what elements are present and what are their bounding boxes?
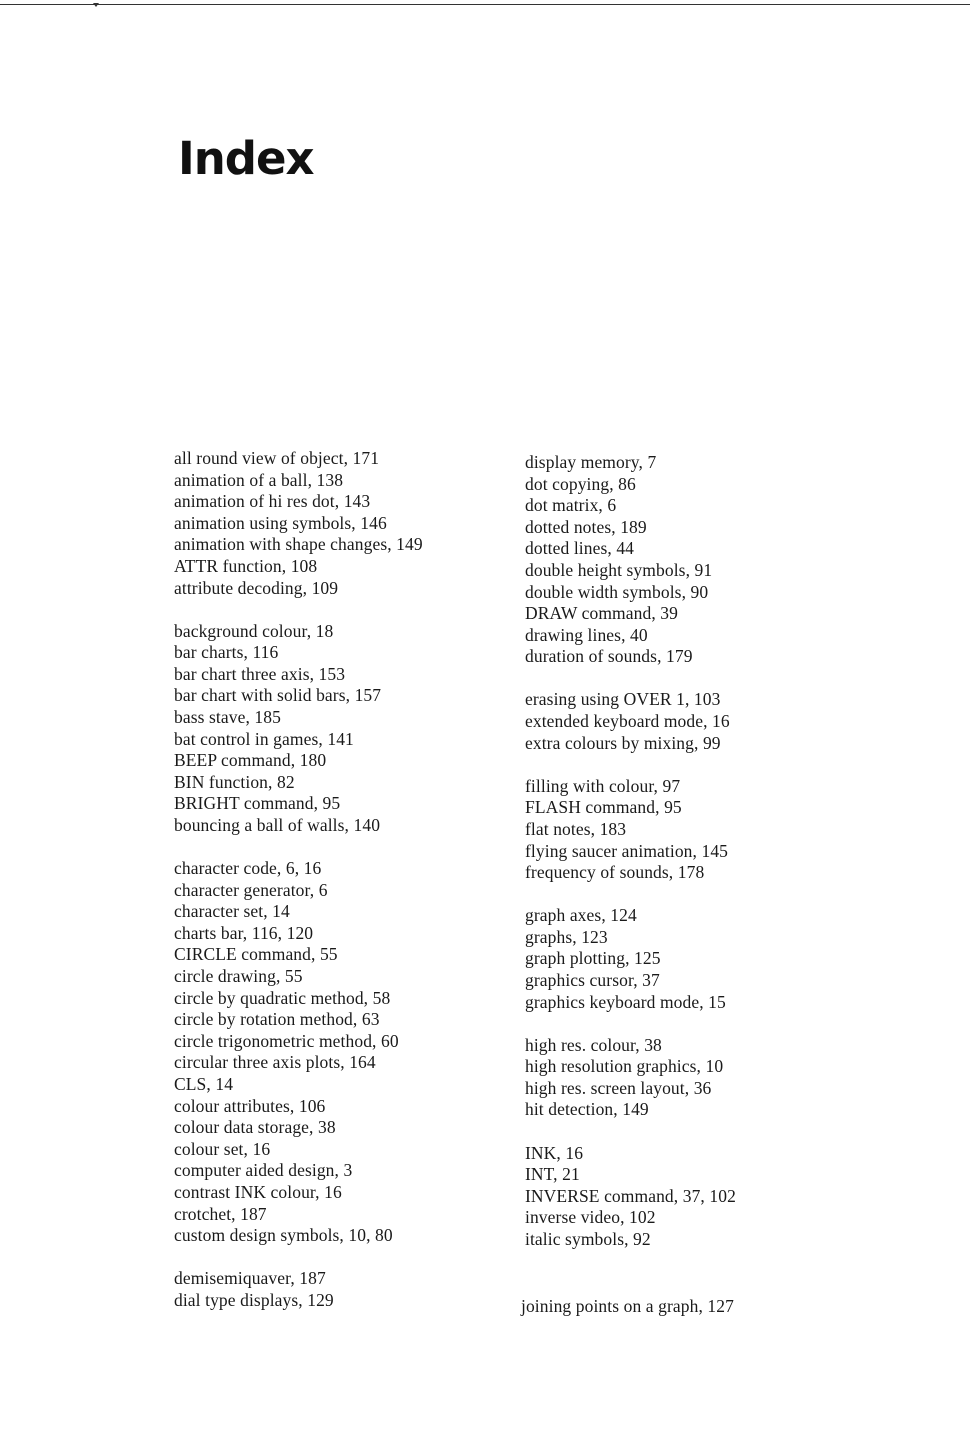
index-right-column [525, 452, 855, 1251]
index-group [521, 1296, 851, 1318]
page-title: Index [178, 132, 314, 185]
index-entry: custom design symbols, 10, 80 [174, 1225, 393, 1246]
index-entry: animation with shape changes, 149 [174, 534, 423, 555]
index-entry: INVERSE command, 37, 102 [525, 1185, 736, 1206]
index-group [174, 448, 504, 599]
index-entry: double height symbols, 91 [525, 559, 713, 580]
index-entry: graph plotting, 125 [525, 948, 661, 969]
index-entry: italic symbols, 92 [525, 1228, 651, 1249]
index-entry: high res. screen layout, 36 [525, 1077, 712, 1098]
index-entry: circular three axis plots, 164 [174, 1052, 376, 1073]
index-group [174, 1268, 504, 1311]
index-group [525, 905, 855, 1013]
index-entry: all round view of object, 171 [174, 448, 380, 468]
index-entry: character set, 14 [174, 901, 290, 922]
index-entry: animation of a ball, 138 [174, 469, 344, 490]
index-group [525, 776, 855, 884]
index-entry: BIN function, 82 [174, 771, 295, 792]
index-entry: dotted lines, 44 [525, 538, 635, 559]
index-entry: CLS, 14 [174, 1074, 234, 1095]
index-entry: duration of sounds, 179 [525, 646, 693, 667]
index-group [174, 621, 504, 837]
index-entry: drawing lines, 40 [525, 624, 648, 645]
index-entry: colour data storage, 38 [174, 1117, 336, 1138]
index-entry: high resolution graphics, 10 [525, 1056, 724, 1077]
index-entry: animation of hi res dot, 143 [174, 491, 371, 512]
index-entry: dot matrix, 6 [525, 495, 617, 516]
index-entry: bouncing a ball of walls, 140 [174, 815, 381, 835]
index-entry: bar chart three axis, 153 [174, 663, 346, 684]
index-entry: dot copying, 86 [525, 473, 636, 494]
index-entry: bass stave, 185 [174, 707, 281, 728]
index-entry: colour attributes, 106 [174, 1095, 326, 1116]
index-entry: computer aided design, 3 [174, 1160, 353, 1181]
index-entry: ATTR function, 108 [174, 555, 318, 576]
index-entry: high res. colour, 38 [525, 1034, 662, 1055]
top-rule-tick [93, 3, 99, 7]
index-entry: INT, 21 [525, 1164, 580, 1185]
index-entry: flying saucer animation, 145 [525, 840, 729, 861]
index-entry: filling with colour, 97 [525, 775, 681, 796]
index-entry: dial type displays, 129 [174, 1289, 334, 1310]
index-entry: CIRCLE command, 55 [174, 944, 338, 965]
index-entry: character code, 6, 16 [174, 858, 322, 879]
index-entry: bat control in games, 141 [174, 728, 354, 749]
index-entry: BRIGHT command, 95 [174, 793, 341, 814]
index-entry: FLASH command, 95 [525, 797, 682, 818]
index-entry: INK, 16 [525, 1142, 584, 1163]
index-entry: circle by quadratic method, 58 [174, 987, 391, 1008]
index-entry: colour set, 16 [174, 1138, 271, 1159]
index-entry: charts bar, 116, 120 [174, 922, 314, 943]
index-entry: attribute decoding, 109 [174, 577, 339, 598]
top-rule [0, 4, 970, 5]
index-entry: display memory, 7 [525, 452, 657, 472]
index-entry: hit detection, 149 [525, 1099, 649, 1120]
index-entry: animation using symbols, 146 [174, 512, 387, 533]
index-entry: erasing using OVER 1, 103 [525, 689, 721, 710]
index-left-column [174, 448, 504, 1311]
index-entry: extended keyboard mode, 16 [525, 711, 730, 732]
index-entry: background colour, 18 [174, 620, 334, 641]
index-entry: extra colours by mixing, 99 [525, 732, 721, 753]
index-entry: graph axes, 124 [525, 905, 637, 926]
index-right-column-last-group [521, 1296, 851, 1318]
index-group [525, 452, 855, 668]
index-entry: double width symbols, 90 [525, 581, 709, 602]
index-entry: circle by rotation method, 63 [174, 1009, 380, 1030]
index-entry: graphics keyboard mode, 15 [525, 991, 726, 1012]
index-entry: character generator, 6 [174, 879, 328, 900]
index-entry: demisemiquaver, 187 [174, 1268, 326, 1289]
index-entry: frequency of sounds, 178 [525, 862, 705, 883]
index-entry: graphics cursor, 37 [525, 969, 660, 990]
index-entry: DRAW command, 39 [525, 603, 678, 624]
index-group [525, 689, 855, 754]
index-entry: flat notes, 183 [525, 818, 627, 839]
index-entry: bar chart with solid bars, 157 [174, 685, 382, 706]
index-entry: bar charts, 116 [174, 642, 279, 663]
index-entry: inverse video, 102 [525, 1207, 656, 1228]
index-entry: crotchet, 187 [174, 1203, 267, 1224]
index-entry: graphs, 123 [525, 926, 608, 947]
index-entry: circle trigonometric method, 60 [174, 1030, 399, 1051]
index-group [174, 858, 504, 1247]
index-entry: joining points on a graph, 127 [521, 1296, 734, 1316]
index-entry: circle drawing, 55 [174, 966, 303, 987]
index-group [525, 1035, 855, 1121]
index-entry: contrast INK colour, 16 [174, 1182, 342, 1202]
index-entry: BEEP command, 180 [174, 750, 327, 771]
index-entry: dotted notes, 189 [525, 516, 647, 537]
index-group [525, 1143, 855, 1251]
